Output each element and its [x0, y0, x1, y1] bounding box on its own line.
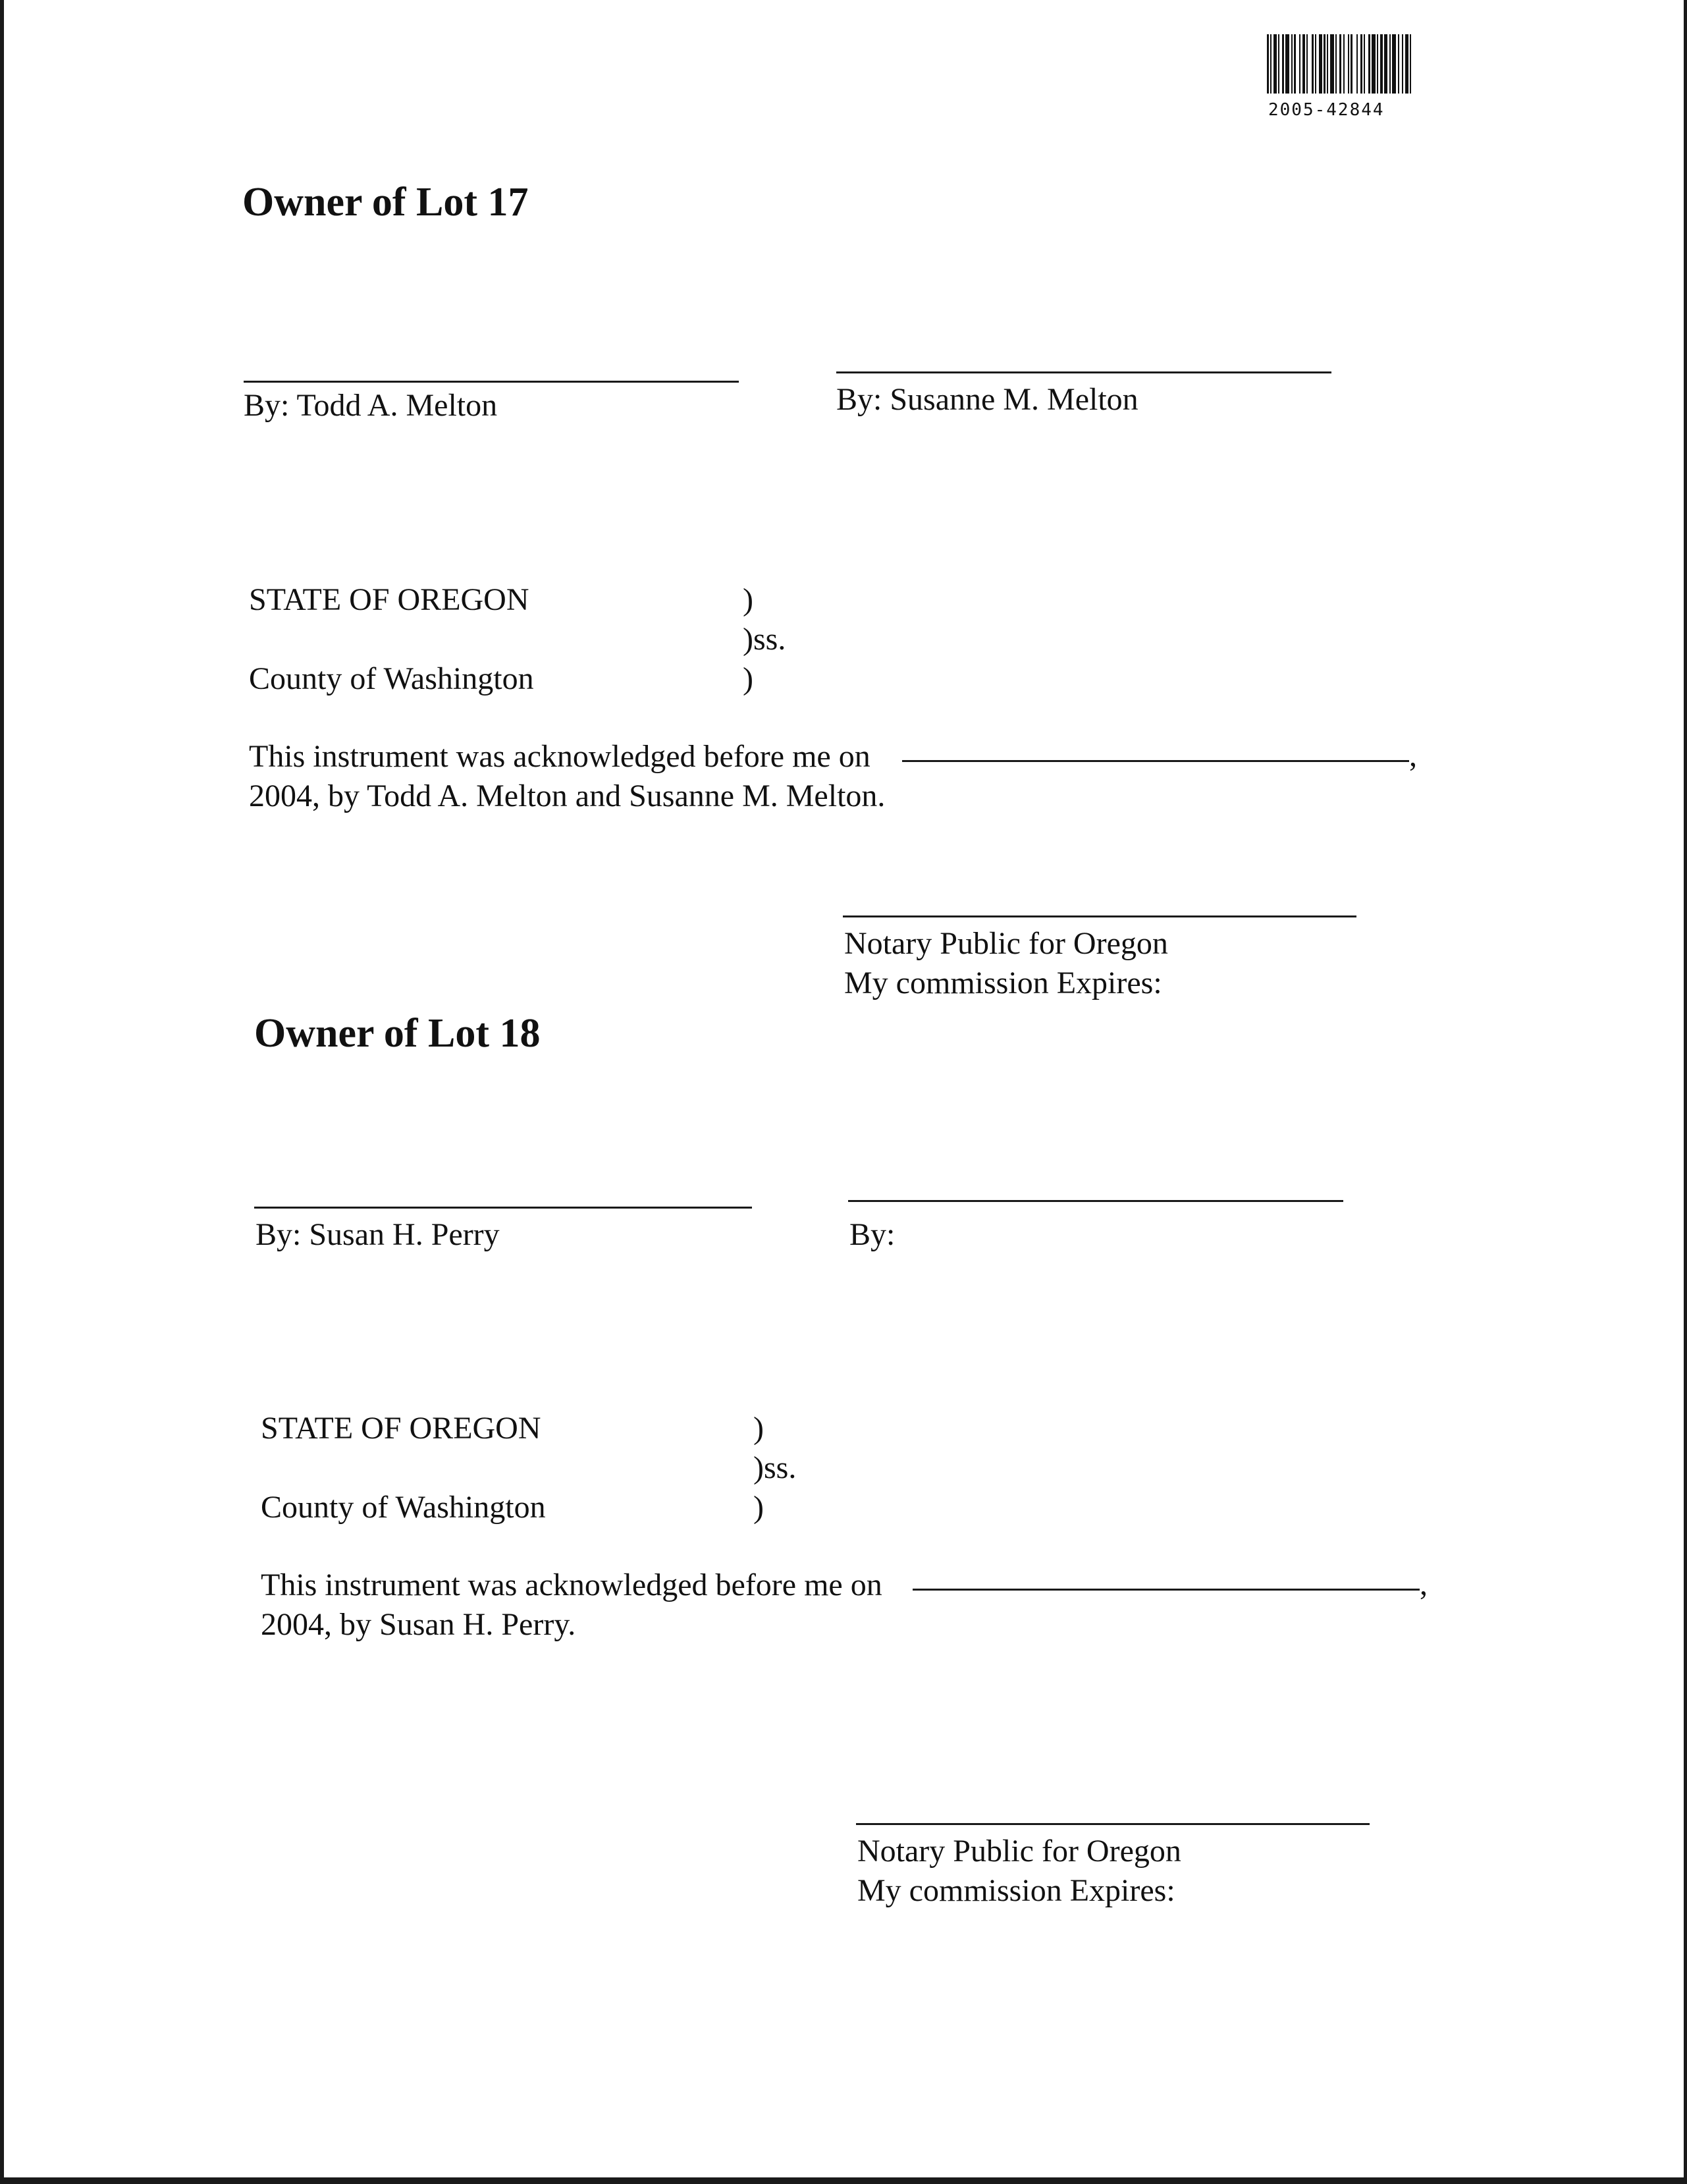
scan-edge-right: [1684, 0, 1687, 2184]
lot17-state: STATE OF OREGON: [249, 582, 529, 617]
lot18-state: STATE OF OREGON: [261, 1411, 541, 1446]
lot17-date-comma: ,: [1409, 738, 1417, 773]
lot17-notary-line: [843, 915, 1356, 917]
lot17-signature-line-left: [244, 381, 739, 383]
lot18-notary: Notary Public for Oregon: [857, 1834, 1181, 1869]
lot18-signer-right: By:: [849, 1217, 896, 1252]
lot17-ack-line2: 2004, by Todd A. Melton and Susanne M. Melton.: [249, 778, 886, 813]
lot17-commission: My commission Expires:: [844, 966, 1162, 1000]
lot18-paren-bottom: ): [753, 1490, 764, 1525]
lot18-notary-line: [856, 1823, 1370, 1825]
barcode-bar: [1411, 34, 1413, 94]
lot18-date-line: [913, 1589, 1420, 1591]
lot17-signer-left: By: Todd A. Melton: [244, 388, 498, 423]
lot17-notary: Notary Public for Oregon: [844, 926, 1168, 961]
lot17-heading: Owner of Lot 17: [242, 180, 529, 225]
lot18-signature-line-left: [254, 1207, 752, 1209]
lot18-commission: My commission Expires:: [857, 1873, 1175, 1908]
lot18-ack-line2: 2004, by Susan H. Perry.: [261, 1607, 576, 1642]
barcode: [1267, 34, 1563, 94]
scan-edge-bottom: [0, 2177, 1687, 2184]
lot17-date-line: [902, 760, 1409, 762]
lot17-ack-line1: This instrument was acknowledged before me on: [249, 739, 870, 774]
lot18-signature-line-right: [848, 1200, 1343, 1202]
lot17-paren-top: ): [743, 582, 753, 617]
lot18-signer-left: By: Susan H. Perry: [255, 1217, 500, 1252]
barcode-number: 2005-42844: [1268, 100, 1385, 120]
scan-edge-left: [0, 0, 4, 2184]
lot18-heading: Owner of Lot 18: [254, 1011, 541, 1056]
lot18-county: County of Washington: [261, 1490, 546, 1525]
lot17-signer-right: By: Susanne M. Melton: [836, 382, 1138, 417]
lot18-paren-top: ): [753, 1411, 764, 1446]
lot18-ss: )ss.: [753, 1450, 797, 1485]
lot17-signature-line-right: [836, 371, 1331, 373]
lot17-ss: )ss.: [743, 622, 786, 657]
lot17-county: County of Washington: [249, 661, 534, 696]
lot17-paren-bottom: ): [743, 661, 753, 696]
lot18-ack-line1: This instrument was acknowledged before me on: [261, 1568, 882, 1602]
lot18-date-comma: ,: [1420, 1567, 1428, 1602]
